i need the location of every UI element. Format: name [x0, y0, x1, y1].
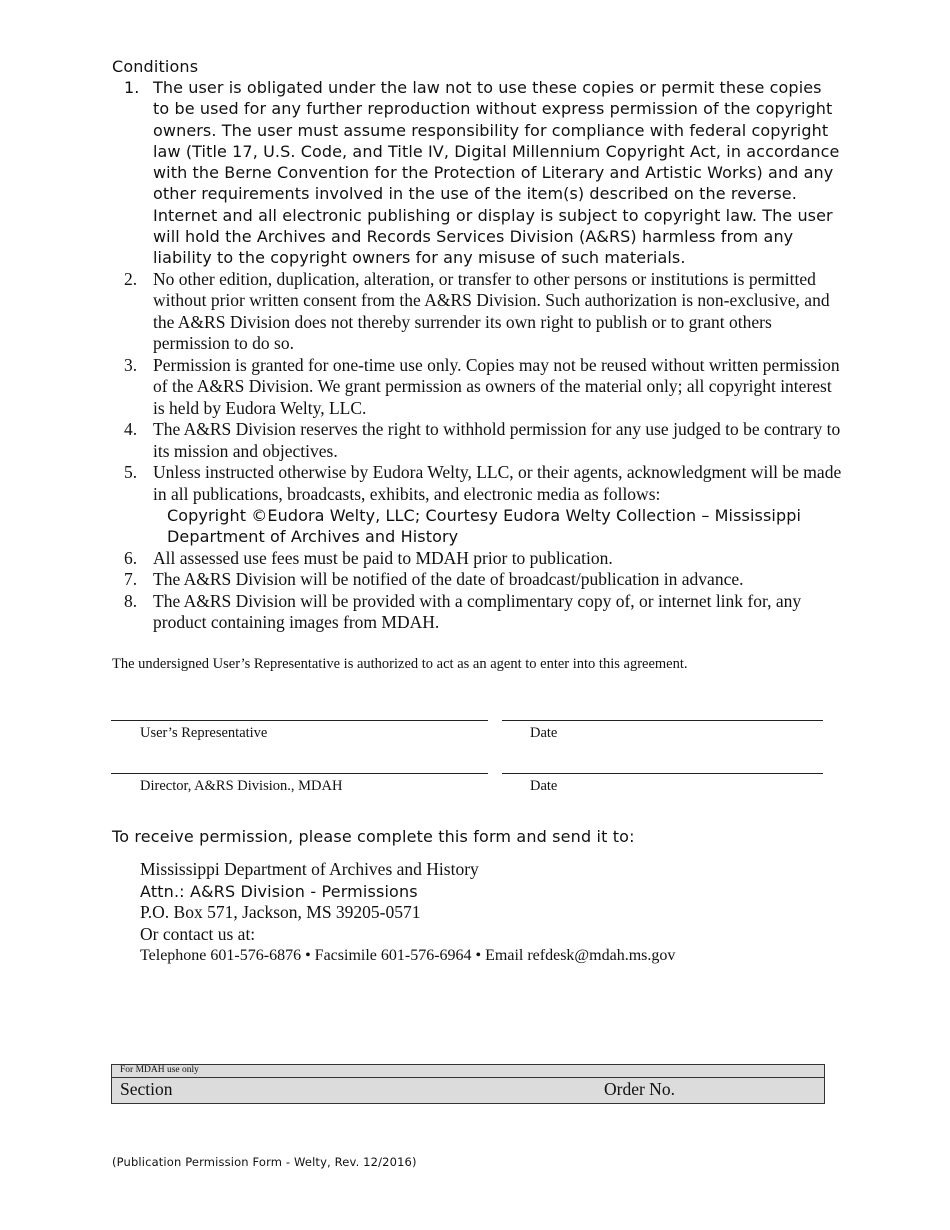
users-rep-signature-line[interactable] [111, 720, 488, 721]
po-box-address: P.O. Box 571, Jackson, MS 39205-0571 [140, 902, 421, 922]
users-rep-label: User’s Representative [140, 725, 268, 741]
mdah-box-divider [112, 1077, 824, 1078]
condition-number: 3. [124, 354, 138, 375]
condition-item-1 [112, 77, 842, 269]
mdah-use-only-label: For MDAH use only [120, 1065, 199, 1075]
condition-text: The A&RS Division reserves the right to withhold permission for any use judged to be contrary to its mission and objectives. [153, 419, 841, 461]
date-label-1: Date [530, 725, 558, 741]
condition-number: 5. [124, 462, 138, 483]
condition-item-8 [112, 591, 842, 634]
contact-intro: Or contact us at: [140, 923, 256, 944]
condition-item-4 [112, 419, 842, 462]
condition-number: 1. [124, 78, 140, 97]
date-signature-line-2[interactable] [502, 773, 823, 774]
condition-text: Permission is granted for one-time use only. Copies may not be reused without written permission of the A&RS Division. We grant permission as owners of the material only; all copyright interest is held by Eudora Welty, LLC. [153, 354, 840, 418]
condition-item-3 [112, 355, 842, 420]
condition-text: The user is obligated under the law not to use these copies or permit these copies to be used for any further reproduction without express permission of the copyright owners. The user must assume responsibility for compliance with federal copyright law (Title 17, U.S. Code, and Title IV, Digital Millennium Copyright Act, in accordance with the Berne Convention for the Protection of Literary and Artistic Works) and any other requirements involved in the use of the item(s) described on the reverse. Internet and all electronic publishing or display is subject to copyright law. The user will hold the Archives and Records Services Division (A&RS) harmless from any liability to the copyright owners for any misuse of such materials. [153, 78, 840, 268]
condition-text: Unless instructed otherwise by Eudora Welty, LLC, or their agents, acknowledgment will be made in all publications, broadcasts, exhibits, and electronic media as follows: [153, 462, 842, 504]
address-block [140, 859, 675, 967]
condition-item-2 [112, 269, 842, 355]
director-label: Director, A&RS Division., MDAH [140, 778, 343, 794]
condition-number: 4. [124, 419, 138, 440]
conditions-list [112, 77, 842, 634]
condition-text: The A&RS Division will be notified of the date of broadcast/publication in advance. [153, 569, 744, 590]
agreement-note: The undersigned User’s Representative is authorized to act as an agent to enter into this agreement. [112, 656, 688, 672]
condition-number: 7. [124, 569, 138, 590]
copyright-credit-line: Copyright ©Eudora Welty, LLC; Courtesy Eudora Welty Collection – Mississippi Department of Archives and History [167, 506, 801, 547]
condition-text: No other edition, duplication, alteration, or transfer to other persons or institutions is permitted without prior written consent from the A&RS Division. Such authorization is non-exclusive, and the A&RS Division does not thereby surrender its own right to publish or to grant others permission to do so. [153, 268, 830, 354]
attention-line: Attn.: A&RS Division - Permissions [140, 881, 418, 901]
conditions-title: Conditions [112, 57, 199, 76]
send-to-heading: To receive permission, please complete this form and send it to: [112, 827, 635, 846]
date-label-2: Date [530, 778, 558, 794]
order-number-field-label: Order No. [604, 1079, 675, 1099]
condition-number: 2. [124, 268, 138, 289]
condition-text: All assessed use fees must be paid to MDAH prior to publication. [153, 547, 613, 568]
condition-item-6 [112, 548, 842, 570]
org-name: Mississippi Department of Archives and History [140, 859, 479, 879]
form-revision-footer: (Publication Permission Form - Welty, Rev. 12/2016) [112, 1155, 417, 1169]
condition-text: The A&RS Division will be provided with a complimentary copy of, or internet link for, any product containing images from MDAH. [153, 590, 802, 633]
condition-number: 8. [124, 590, 138, 611]
date-signature-line-1[interactable] [502, 720, 823, 721]
condition-item-7 [112, 569, 842, 591]
condition-number: 6. [124, 547, 138, 568]
contact-details: Telephone 601-576-6876 • Facsimile 601-576-6964 • Email refdesk@mdah.ms.gov [140, 947, 676, 964]
mdah-use-only-box [111, 1064, 825, 1104]
section-field-label: Section [120, 1079, 173, 1099]
director-signature-line[interactable] [111, 773, 488, 774]
condition-item-5 [112, 462, 842, 548]
